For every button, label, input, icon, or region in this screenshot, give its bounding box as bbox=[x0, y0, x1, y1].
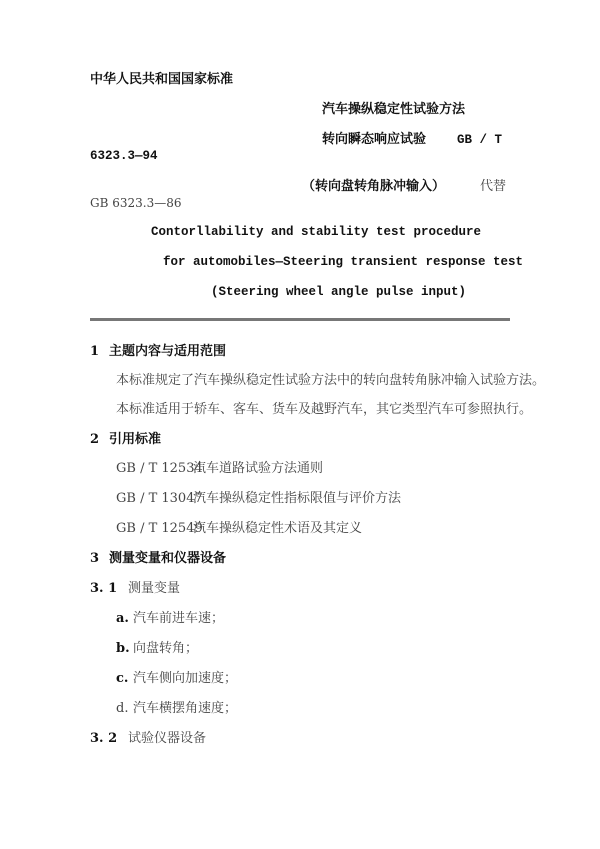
section-1-title: 主题内容与适用范围 bbox=[109, 344, 227, 359]
replaces-label: 代替 bbox=[480, 179, 507, 194]
reference-code: GB / T 12549 bbox=[116, 521, 203, 536]
title-line-3: （转向盘转角脉冲输入） bbox=[302, 179, 446, 194]
section-1-paragraph: 本标准适用于轿车、客车、货车及越野汽车，其它类型汽车可参照执行。 bbox=[116, 402, 533, 417]
subsection-3-2-number: 3. 2 bbox=[90, 731, 118, 746]
section-2-title: 引用标准 bbox=[109, 432, 162, 447]
english-title-line-1: Contorllability and stability test procedure bbox=[151, 225, 482, 239]
reference-title: 汽车操纵稳定性术语及其定义 bbox=[193, 521, 363, 536]
list-item-label: a. bbox=[116, 611, 129, 626]
standard-code-prefix: GB / T bbox=[457, 133, 503, 147]
standard-code-number: 6323.3—94 bbox=[90, 149, 158, 163]
section-3-title: 测量变量和仪器设备 bbox=[109, 551, 227, 566]
reference-title: 汽车操纵稳定性指标限值与评价方法 bbox=[193, 491, 402, 506]
title-line-1: 汽车操纵稳定性试验方法 bbox=[322, 102, 466, 117]
reference-code: GB / T 12534 bbox=[116, 461, 203, 476]
list-item-label: b. bbox=[116, 641, 130, 656]
subsection-3-1-title: 测量变量 bbox=[128, 581, 181, 596]
list-item-text: 向盘转角； bbox=[133, 641, 199, 656]
standard-org: 中华人民共和国国家标准 bbox=[90, 72, 234, 87]
section-2-number: 2 bbox=[90, 432, 100, 447]
list-item-text: 汽车侧向加速度； bbox=[133, 671, 238, 686]
title-line-2: 转向瞬态响应试验 bbox=[322, 132, 427, 147]
reference-title: 汽车道路试验方法通则 bbox=[193, 461, 324, 476]
list-item-text: 汽车横摆角速度； bbox=[133, 701, 238, 716]
list-item-text: 汽车前进车速； bbox=[133, 611, 225, 626]
section-3-number: 3 bbox=[90, 551, 100, 566]
subsection-3-2-title: 试验仪器设备 bbox=[128, 731, 207, 746]
header-divider bbox=[90, 318, 510, 321]
section-1-number: 1 bbox=[90, 344, 100, 359]
reference-code: GB / T 13047 bbox=[116, 491, 203, 506]
replaces-code: GB 6323.3—86 bbox=[90, 196, 182, 210]
english-title-line-2: for automobiles—Steering transient response test bbox=[163, 255, 524, 269]
subsection-3-1-number: 3. 1 bbox=[90, 581, 118, 596]
list-item-label: d. bbox=[116, 701, 129, 716]
english-title-line-3: (Steering wheel angle pulse input) bbox=[211, 285, 467, 299]
section-1-paragraph: 本标准规定了汽车操纵稳定性试验方法中的转向盘转角脉冲输入试验方法。 bbox=[116, 373, 546, 388]
list-item-label: c. bbox=[116, 671, 129, 686]
